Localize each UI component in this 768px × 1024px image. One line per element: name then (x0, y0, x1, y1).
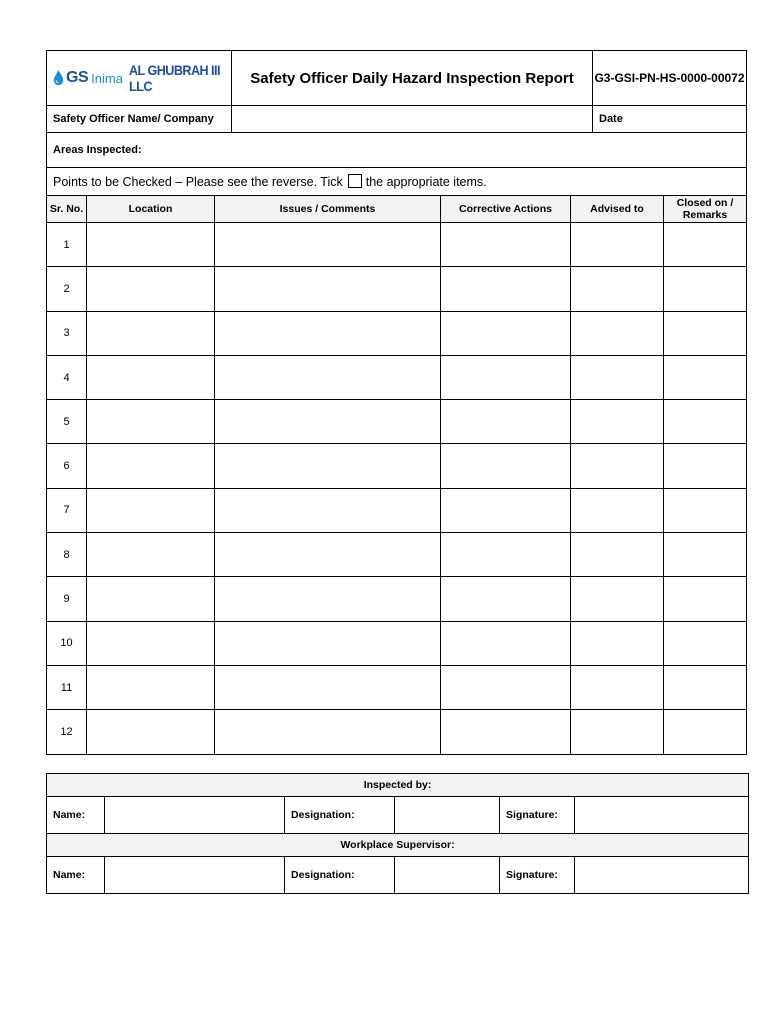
inspector-designation-input[interactable] (395, 797, 500, 834)
col-header-location: Location (87, 196, 215, 223)
table-row (47, 665, 747, 709)
table-row (47, 267, 747, 311)
row-number: 2 (47, 267, 87, 311)
closed-on-cell[interactable] (664, 533, 747, 577)
location-cell[interactable] (87, 444, 215, 488)
signoff-table (46, 773, 749, 894)
closed-on-cell[interactable] (664, 355, 747, 399)
row-number: 1 (47, 223, 87, 267)
issues-cell[interactable] (215, 355, 441, 399)
row-number: 11 (47, 665, 87, 709)
row-number: 12 (47, 710, 87, 754)
closed-on-cell[interactable] (664, 710, 747, 754)
officer-input[interactable] (232, 106, 593, 133)
workplace-supervisor-heading: Workplace Supervisor: (47, 834, 749, 857)
corrective-actions-cell[interactable] (441, 267, 571, 311)
col-header-issues: Issues / Comments (215, 196, 441, 223)
logo-inima-text: Inima (91, 70, 123, 86)
table-row (47, 355, 747, 399)
supervisor-designation-label: Designation: (285, 857, 395, 894)
inspector-signature-input[interactable] (575, 797, 749, 834)
issues-cell[interactable] (215, 267, 441, 311)
location-cell[interactable] (87, 533, 215, 577)
corrective-actions-cell[interactable] (441, 488, 571, 532)
table-row (47, 533, 747, 577)
table-row (47, 311, 747, 355)
points-text-before: Points to be Checked – Please see the reverse. Tick (53, 175, 343, 189)
corrective-actions-cell[interactable] (441, 665, 571, 709)
supervisor-name-label: Name: (47, 857, 105, 894)
location-cell[interactable] (87, 267, 215, 311)
row-number: 4 (47, 355, 87, 399)
inspector-designation-label: Designation: (285, 797, 395, 834)
row-number: 5 (47, 400, 87, 444)
closed-on-cell[interactable] (664, 621, 747, 665)
corrective-actions-cell[interactable] (441, 577, 571, 621)
corrective-actions-cell[interactable] (441, 621, 571, 665)
issues-cell[interactable] (215, 444, 441, 488)
col-header-sr-no: Sr. No. (47, 196, 87, 223)
col-header-advised-to: Advised to (571, 196, 664, 223)
issues-cell[interactable] (215, 665, 441, 709)
points-instruction (47, 168, 747, 196)
issues-cell[interactable] (215, 577, 441, 621)
location-cell[interactable] (87, 488, 215, 532)
row-number: 6 (47, 444, 87, 488)
company-logo (47, 51, 232, 106)
date-label: Date (599, 113, 623, 125)
table-row (47, 710, 747, 754)
issues-cell[interactable] (215, 710, 441, 754)
closed-on-cell[interactable] (664, 577, 747, 621)
issues-cell[interactable] (215, 223, 441, 267)
corrective-actions-cell[interactable] (441, 400, 571, 444)
row-number: 10 (47, 621, 87, 665)
inspection-items-table (46, 195, 747, 755)
table-row (47, 621, 747, 665)
logo-gs-text: GS (66, 69, 89, 86)
location-cell[interactable] (87, 621, 215, 665)
table-row (47, 577, 747, 621)
advised-to-cell[interactable] (571, 311, 664, 355)
closed-on-cell[interactable] (664, 267, 747, 311)
advised-to-cell[interactable] (571, 267, 664, 311)
row-number: 7 (47, 488, 87, 532)
corrective-actions-cell[interactable] (441, 223, 571, 267)
officer-label: Safety Officer Name/ Company (47, 106, 232, 133)
corrective-actions-cell[interactable] (441, 710, 571, 754)
inspector-name-label: Name: (47, 797, 105, 834)
logo-company-text: AL GHUBRAH III LLC (128, 62, 220, 94)
inspector-name-input[interactable] (105, 797, 285, 834)
corrective-actions-cell[interactable] (441, 533, 571, 577)
advised-to-cell[interactable] (571, 355, 664, 399)
closed-on-cell[interactable] (664, 223, 747, 267)
areas-inspected-label: Areas Inspected: (53, 144, 142, 156)
advised-to-cell[interactable] (571, 488, 664, 532)
corrective-actions-cell[interactable] (441, 444, 571, 488)
areas-inspected-field[interactable] (47, 133, 747, 168)
table-row (47, 444, 747, 488)
inspector-signature-label: Signature: (500, 797, 575, 834)
inspected-by-heading: Inspected by: (47, 774, 749, 797)
location-cell[interactable] (87, 355, 215, 399)
issues-cell[interactable] (215, 488, 441, 532)
closed-on-cell[interactable] (664, 488, 747, 532)
location-cell[interactable] (87, 223, 215, 267)
supervisor-name-input[interactable] (105, 857, 285, 894)
location-cell[interactable] (87, 400, 215, 444)
location-cell[interactable] (87, 665, 215, 709)
advised-to-cell[interactable] (571, 621, 664, 665)
supervisor-signature-input[interactable] (575, 857, 749, 894)
location-cell[interactable] (87, 710, 215, 754)
location-cell[interactable] (87, 577, 215, 621)
col-header-closed-on: Closed on / Remarks (664, 196, 747, 223)
location-cell[interactable] (87, 311, 215, 355)
report-header (46, 50, 747, 196)
advised-to-cell[interactable] (571, 223, 664, 267)
report-title: Safety Officer Daily Hazard Inspection Report (232, 51, 593, 106)
table-row (47, 400, 747, 444)
table-row (47, 488, 747, 532)
advised-to-cell[interactable] (571, 710, 664, 754)
table-row (47, 223, 747, 267)
col-header-corrective-actions: Corrective Actions (441, 196, 571, 223)
supervisor-designation-input[interactable] (395, 857, 500, 894)
advised-to-cell[interactable] (571, 400, 664, 444)
row-number: 3 (47, 311, 87, 355)
advised-to-cell[interactable] (571, 533, 664, 577)
issues-cell[interactable] (215, 533, 441, 577)
issues-cell[interactable] (215, 621, 441, 665)
issues-cell[interactable] (215, 311, 441, 355)
row-number: 8 (47, 533, 87, 577)
advised-to-cell[interactable] (571, 444, 664, 488)
row-number: 9 (47, 577, 87, 621)
document-number: G3-GSI-PN-HS-0000-00072 (593, 51, 747, 106)
corrective-actions-cell[interactable] (441, 311, 571, 355)
advised-to-cell[interactable] (571, 577, 664, 621)
closed-on-cell[interactable] (664, 311, 747, 355)
advised-to-cell[interactable] (571, 665, 664, 709)
tick-checkbox-icon (348, 174, 362, 188)
closed-on-cell[interactable] (664, 400, 747, 444)
closed-on-cell[interactable] (664, 665, 747, 709)
date-field[interactable] (593, 106, 747, 133)
closed-on-cell[interactable] (664, 444, 747, 488)
points-text-after: the appropriate items. (365, 175, 487, 189)
corrective-actions-cell[interactable] (441, 355, 571, 399)
water-drop-icon (53, 67, 64, 89)
supervisor-signature-label: Signature: (500, 857, 575, 894)
issues-cell[interactable] (215, 400, 441, 444)
